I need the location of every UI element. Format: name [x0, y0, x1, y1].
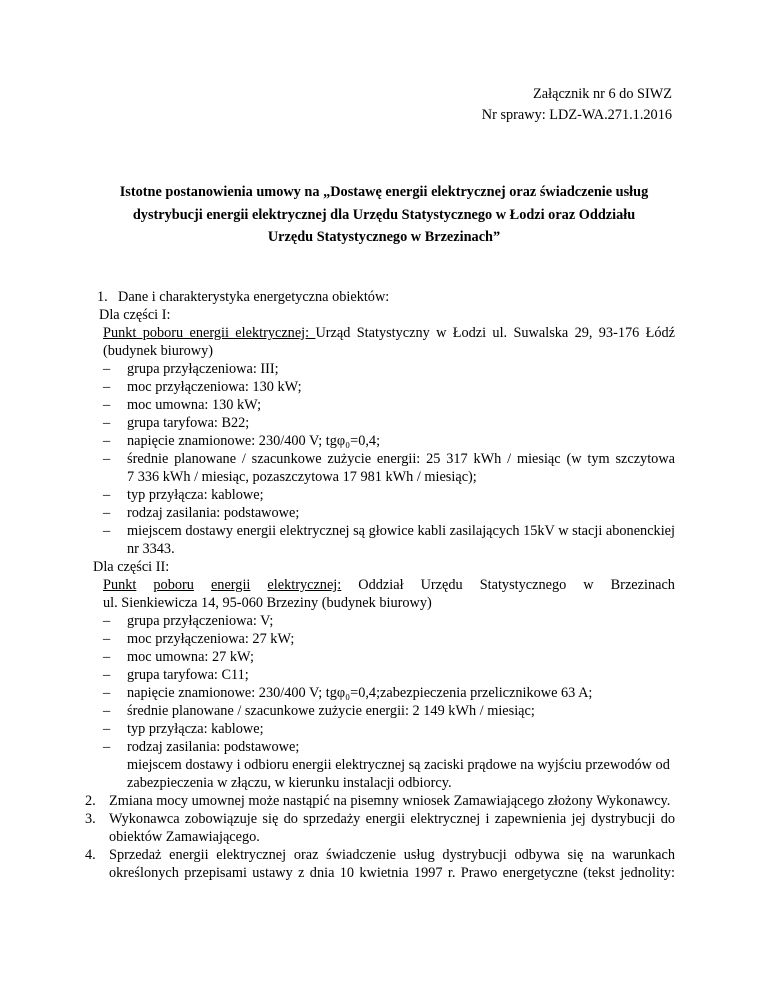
- list-item: moc przyłączeniowa: 27 kW;: [127, 631, 295, 647]
- list-item: średnie planowane / szacunkowe zużycie energii: 2 149 kWh / miesiąc;: [127, 703, 535, 719]
- list-dash: –: [103, 505, 111, 521]
- list-item: grupa przyłączeniowa: V;: [127, 613, 274, 629]
- supply-point-word: Oddział: [358, 577, 404, 593]
- list-dash: –: [103, 739, 111, 755]
- list-dash: –: [103, 631, 111, 647]
- list-dash: –: [103, 451, 111, 467]
- list-dash: –: [103, 649, 111, 665]
- section-1-heading: Dane i charakterystyka energetyczna obiektów:: [118, 289, 390, 305]
- title-line-1: Istotne postanowienia umowy na „Dostawę energii elektrycznej oraz świadczenie usług: [119, 184, 649, 200]
- list-dash: –: [103, 667, 111, 683]
- list-dash: –: [103, 613, 111, 629]
- list-item: średnie planowane / szacunkowe zużycie energii: 25 317 kWh / miesiąc (w tym szczytowa: [127, 451, 675, 467]
- attachment-label: Załącznik nr 6 do SIWZ: [533, 86, 672, 102]
- supply-point-word: w: [583, 577, 594, 593]
- supply-point-word: Urzędu: [420, 577, 463, 593]
- list-paragraph: miejscem dostawy i odbioru energii elektrycznej są zaciski prądowe na wyjściu przewodów od: [127, 757, 670, 773]
- list-dash: –: [103, 685, 111, 701]
- part-1-supply-point: [103, 324, 675, 342]
- section-1-number: 1.: [97, 289, 108, 305]
- list-item: grupa taryfowa: B22;: [127, 415, 250, 431]
- part-2-label: Dla części II:: [93, 559, 170, 575]
- title-line-3: Urzędu Statystycznego w Brzezinach”: [267, 229, 501, 245]
- list-dash: –: [103, 523, 111, 539]
- list-item-continuation: nr 3343.: [127, 541, 175, 557]
- section-2-text: Zmiana mocy umownej może nastąpić na pisemny wniosek Zamawiającego złożony Wykonawcy.: [109, 793, 671, 809]
- title-line-2: dystrybucji energii elektrycznej dla Urzędu Statystycznego w Łodzi oraz Oddziału: [132, 206, 636, 223]
- supply-point-word: poboru: [153, 577, 194, 593]
- list-item: moc przyłączeniowa: 130 kW;: [127, 379, 302, 395]
- list-item: rodzaj zasilania: podstawowe;: [127, 739, 300, 755]
- list-item: napięcie znamionowe: 230/400 V; tgφ₀=0,4;: [127, 433, 381, 449]
- list-item-continuation: 7 336 kWh / miesiąc, pozaszczytowa 17 981 kWh / miesiąc);: [127, 469, 477, 485]
- list-dash: –: [103, 703, 111, 719]
- list-dash: –: [103, 379, 111, 395]
- supply-point-word: Punkt: [103, 577, 137, 593]
- list-dash: –: [103, 397, 111, 413]
- supply-point-word: Statystycznego: [479, 577, 567, 593]
- list-item: grupa taryfowa: C11;: [127, 667, 249, 683]
- list-dash: –: [103, 415, 111, 431]
- part-2-supply-point: [103, 576, 675, 594]
- section-4-line-2: określonych przepisami ustawy z dnia 10 kwietnia 1997 r. Prawo energetyczne (tekst jednolity:: [109, 865, 675, 881]
- supply-point-word: energii: [210, 577, 251, 593]
- list-dash: –: [103, 361, 111, 377]
- supply-point-text: Urząd Statystyczny w Łodzi ul. Suwalska 29, 93-176 Łódź: [315, 325, 675, 341]
- list-item: grupa przyłączeniowa: III;: [127, 361, 279, 377]
- part-1-label: Dla części I:: [99, 307, 171, 323]
- list-item: typ przyłącza: kablowe;: [127, 487, 264, 503]
- list-dash: –: [103, 487, 111, 503]
- list-item: miejscem dostawy energii elektrycznej są głowice kabli zasilających 15kV w stacji abonenckiej: [127, 523, 675, 539]
- list-item: rodzaj zasilania: podstawowe;: [127, 505, 300, 521]
- list-dash: –: [103, 433, 111, 449]
- list-item: typ przyłącza: kablowe;: [127, 721, 264, 737]
- supply-point-word: Brzezinach: [610, 577, 675, 593]
- section-3-number: 3.: [85, 811, 96, 827]
- list-dash: –: [103, 721, 111, 737]
- list-item: napięcie znamionowe: 230/400 V; tgφ₀=0,4;zabezpieczenia przelicznikowe 63 A;: [127, 685, 593, 701]
- supply-point-word: elektrycznej:: [267, 577, 342, 593]
- section-3-line-2: obiektów Zamawiającego.: [109, 829, 260, 845]
- supply-point-label: Punkt poboru energii elektrycznej:: [103, 325, 316, 341]
- section-3-line-1: Wykonawca zobowiązuje się do sprzedaży energii elektrycznej i zapewnienia jej dystrybucji do: [109, 811, 675, 827]
- section-2-number: 2.: [85, 793, 96, 809]
- case-number: Nr sprawy: LDZ-WA.271.1.2016: [481, 107, 672, 123]
- section-4-number: 4.: [85, 847, 96, 863]
- list-item: moc umowna: 27 kW;: [127, 649, 254, 665]
- list-paragraph-continuation: zabezpieczenia w złączu, w kierunku instalacji odbiorcy.: [127, 775, 452, 791]
- section-4-line-1: Sprzedaż energii elektrycznej oraz świadczenie usług dystrybucji odbywa się na warunkach: [109, 847, 675, 863]
- document-title: [88, 181, 680, 249]
- supply-point-continuation: (budynek biurowy): [103, 343, 213, 359]
- list-item: moc umowna: 130 kW;: [127, 397, 262, 413]
- supply-point-continuation: ul. Sienkiewicza 14, 95-060 Brzeziny (budynek biurowy): [103, 595, 432, 611]
